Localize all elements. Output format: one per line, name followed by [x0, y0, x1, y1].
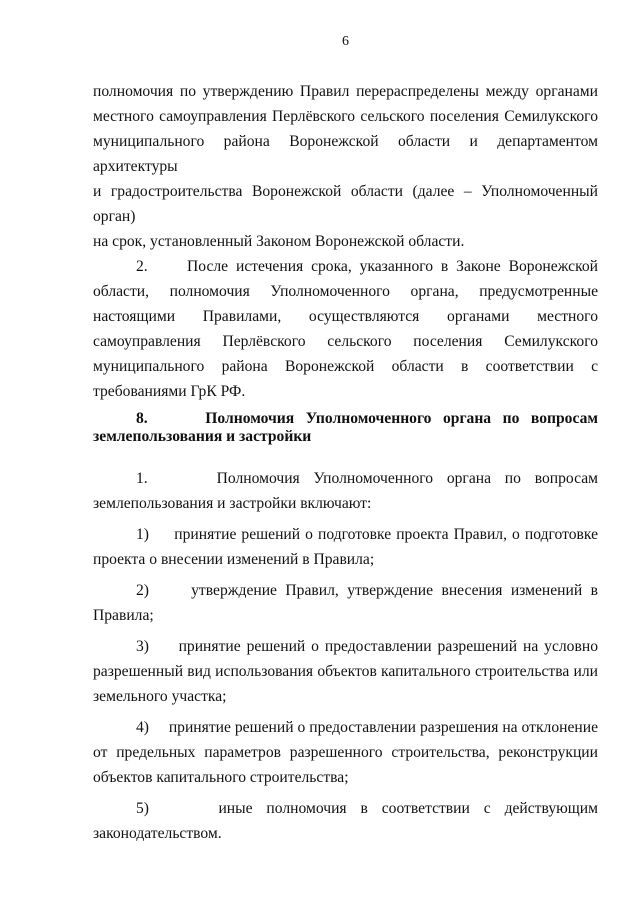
text-line: земельного участка; [93, 688, 227, 705]
section-heading [93, 410, 598, 446]
list-item [93, 715, 598, 790]
paragraph-2 [93, 254, 598, 404]
text-line: местного самоуправления Перлёвского сельского поселения Семилукского [93, 108, 598, 125]
text-line: от предельных параметров разрешенного строительства, реконструкции [93, 744, 598, 761]
text-line: 1) принятие решений о подготовке проекта Правил, о подготовке [136, 526, 598, 543]
section-title-part: Полномочия Уполномоченного органа по вопросам [205, 410, 598, 427]
text-line: и градостроительства Воронежской области (далее – Уполномоченный орган) [93, 183, 598, 225]
text-line: 3) принятие решений о предоставлении разрешений на условно [136, 638, 598, 655]
list-item [93, 578, 598, 628]
text-line: муниципального района Воронежской области в соответствии с [93, 358, 598, 375]
text-line: законодательством. [93, 825, 222, 842]
text-line: 5) иные полномочия в соответствии с действующим [136, 800, 598, 817]
section-heading-line [93, 410, 598, 428]
text-line: 1. Полномочия Уполномоченного органа по вопросам [136, 470, 598, 487]
section-number: 8. [136, 410, 148, 427]
text-line: объектов капитального строительства; [93, 769, 349, 786]
paragraph-intro [93, 79, 598, 254]
text-line: 4) принятие решений о предоставлении разрешения на отклонение [136, 719, 598, 736]
section-title-part: землепользования и застройки [93, 428, 312, 445]
page-number: 6 [342, 34, 349, 49]
text-line: разрешенный вид использования объектов капитального строительства или [93, 663, 598, 680]
text-line: проекта о внесении изменений в Правила; [93, 551, 375, 568]
list-item [93, 634, 598, 709]
text-line: требованиями ГрК РФ. [93, 383, 246, 400]
text-line: землепользования и застройки включают: [93, 495, 372, 512]
list-item [93, 796, 598, 846]
text-line: Правила; [93, 607, 154, 624]
text-line: 2) утверждение Правил, утверждение внесения изменений в [136, 582, 598, 599]
text-line: настоящими Правилами, осуществляются органами местного [93, 308, 598, 325]
text-line: муниципального района Воронежской области и департаментом архитектуры [93, 133, 598, 175]
text-line: области, полномочия Уполномоченного органа, предусмотренные [93, 283, 598, 300]
text-line: полномочия по утверждению Правил перераспределены между органами [93, 83, 598, 100]
list-item [93, 522, 598, 572]
text-line: 2. После истечения срока, указанного в Законе Воронежской [136, 258, 598, 275]
text-line: самоуправления Перлёвского сельского поселения Семилукского [93, 333, 598, 350]
section-8-paragraph-1 [93, 466, 598, 516]
text-line: на срок, установленный Законом Воронежской области. [93, 233, 465, 250]
